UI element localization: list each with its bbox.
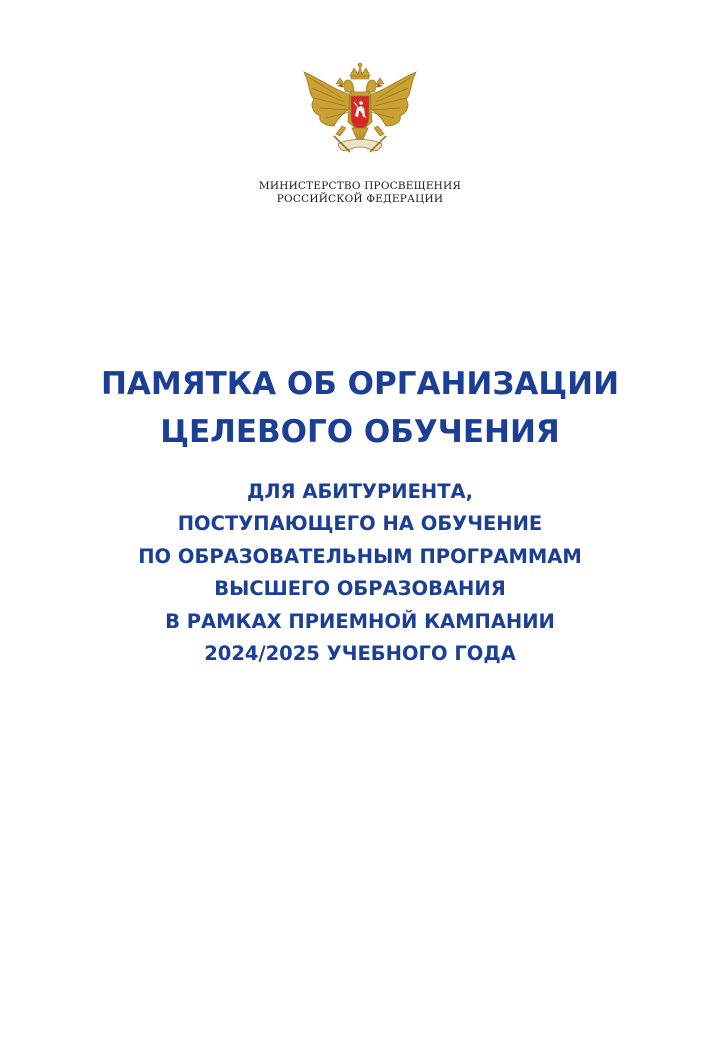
subtitle-line: 2024/2025 УЧЕБНОГО ГОДА <box>204 642 516 666</box>
double-headed-eagle-emblem-icon <box>298 62 422 164</box>
title-line: ЦЕЛЕВОГО ОБУЧЕНИЯ <box>160 414 560 450</box>
ministry-name-line: МИНИСТЕРСТВО ПРОСВЕЩЕНИЯ <box>258 180 462 192</box>
subtitle-line: ПО ОБРАЗОВАТЕЛЬНЫМ ПРОГРАММАМ <box>138 544 582 568</box>
subtitle-line: ДЛЯ АБИТУРИЕНТА, <box>246 480 474 503</box>
subtitle-line: В РАМКАХ ПРИЕМНОЙ КАМПАНИИ <box>165 609 555 633</box>
ministry-name-line: РОССИЙСКОЙ ФЕДЕРАЦИИ <box>276 193 444 205</box>
ministry-name <box>0 180 720 206</box>
subtitle-line: ВЫСШЕГО ОБРАЗОВАНИЯ <box>214 577 506 601</box>
document-title <box>0 360 720 456</box>
title-line: ПАМЯТКА ОБ ОРГАНИЗАЦИИ <box>100 366 620 402</box>
subtitle-line: ПОСТУПАЮЩЕГО НА ОБУЧЕНИЕ <box>177 512 543 536</box>
document-subtitle <box>0 476 720 670</box>
